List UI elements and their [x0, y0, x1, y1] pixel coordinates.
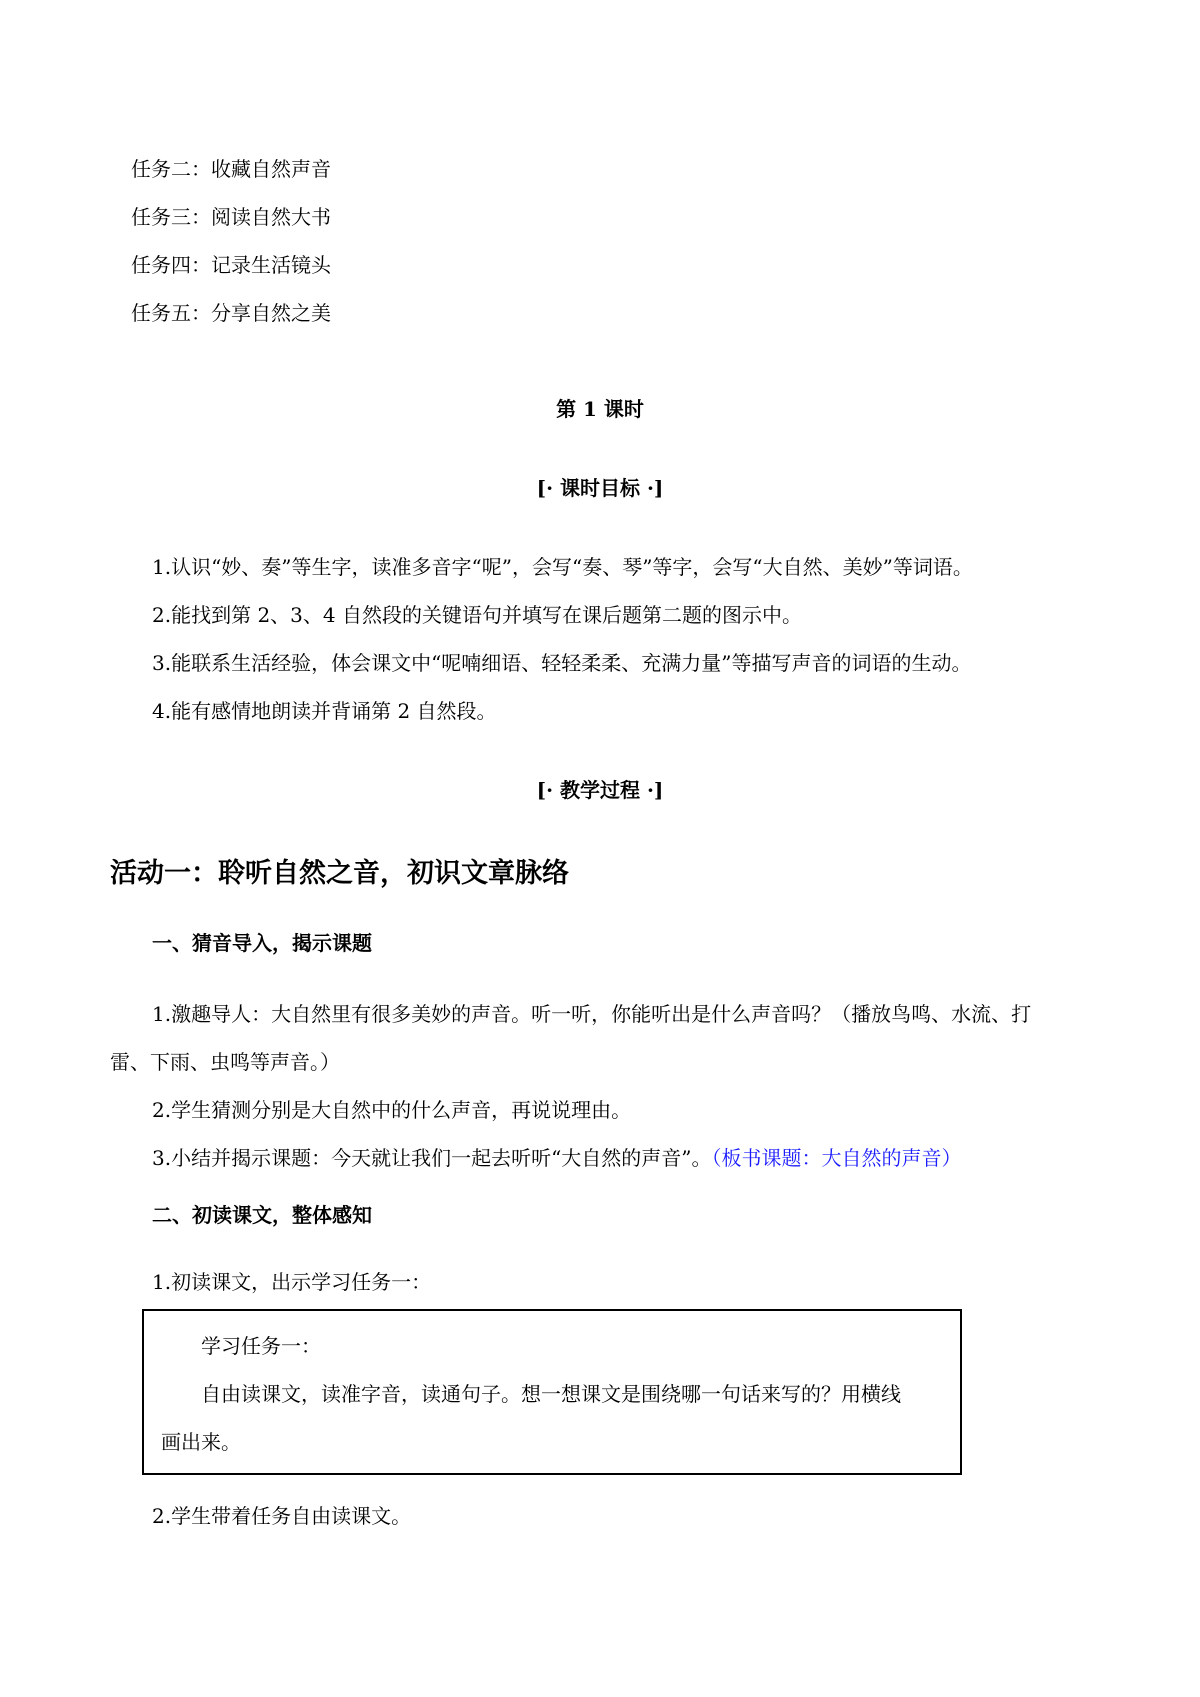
activity-one-title: 活动一：聆听自然之音，初识文章脉络	[110, 858, 569, 889]
task-two: 任务二：收藏自然声音	[131, 157, 331, 181]
objective-1: 1.认识“妙、奏”等生字，读准多音字“呢”，会写“奏、琴”等字，会写“大自然、美妙”等词语。	[152, 555, 973, 579]
task-five: 任务五：分享自然之美	[131, 301, 331, 325]
section-one-heading: 一、猜音导入，揭示课题	[152, 931, 372, 955]
section-one-item-3	[152, 1144, 962, 1172]
section-one-item-3-text: 3.小结并揭示课题：今天就让我们一起去听听“大自然的声音”。	[152, 1146, 712, 1170]
learning-task-box-title: 学习任务一：	[201, 1334, 321, 1358]
learning-task-box-line-2: 画出来。	[161, 1430, 241, 1454]
section-two-item-2: 2.学生带着任务自由读课文。	[152, 1504, 412, 1528]
learning-task-box-line-1: 自由读课文，读准字音，读通句子。想一想课文是围绕哪一句话来写的？用横线	[201, 1382, 901, 1406]
objective-4: 4.能有感情地朗读并背诵第 2 自然段。	[152, 699, 497, 723]
learning-task-box	[142, 1309, 962, 1475]
board-note: （板书课题：大自然的声音）	[711, 1146, 962, 1170]
section-one-item-1-line-1: 1.激趣导人：大自然里有很多美妙的声音。听一听，你能听出是什么声音吗？（播放鸟鸣、水流、打	[152, 1002, 1032, 1026]
lesson-title: 第 1 课时	[556, 397, 644, 421]
objectives-heading: [· 课时目标 ·]	[536, 476, 664, 500]
task-three: 任务三：阅读自然大书	[131, 205, 331, 229]
task-four: 任务四：记录生活镜头	[131, 253, 331, 277]
section-two-item-1: 1.初读课文，出示学习任务一：	[152, 1270, 432, 1294]
objective-3: 3.能联系生活经验，体会课文中“呢喃细语、轻轻柔柔、充满力量”等描写声音的词语的生动。	[152, 651, 972, 675]
process-heading: [· 教学过程 ·]	[536, 778, 664, 802]
section-two-heading: 二、初读课文，整体感知	[152, 1203, 372, 1227]
objective-2: 2.能找到第 2、3、4 自然段的关键语句并填写在课后题第二题的图示中。	[152, 603, 802, 627]
section-one-item-1-line-2: 雷、下雨、虫鸣等声音。）	[110, 1050, 340, 1074]
section-one-item-2: 2.学生猜测分别是大自然中的什么声音，再说说理由。	[152, 1098, 632, 1122]
